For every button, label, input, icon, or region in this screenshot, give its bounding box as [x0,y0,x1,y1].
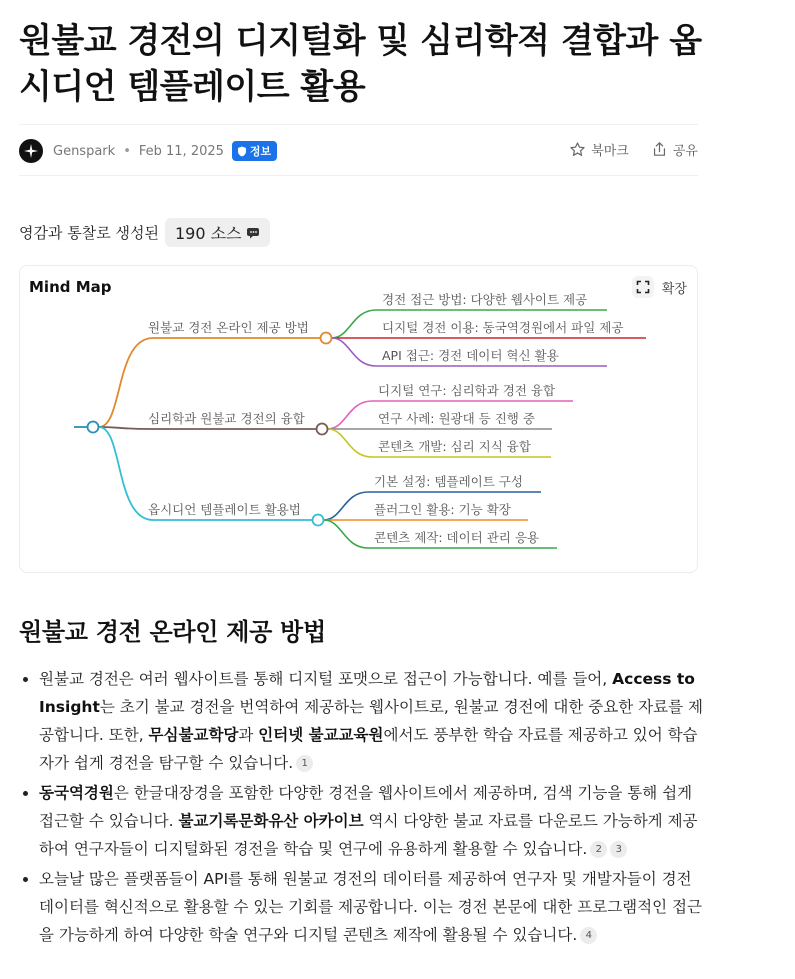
branch-node[interactable] [321,333,332,344]
article-meta [19,138,277,164]
badge-label: 정보 [249,145,272,158]
child-label[interactable]: 기본 설정: 템플레이트 구성 [374,474,523,489]
sources-prefix: 영감과 통찰로 생성된 [19,224,159,242]
branch-connector [99,427,316,429]
bookmark-label: 북마크 [591,144,629,159]
bold-term: 동국역경원 [39,784,114,802]
body-text: 원불교 경전은 여러 웹사이트를 통해 디지털 포맷으로 접근이 가능합니다. 예를 들어, [39,670,613,688]
citation-badge[interactable]: 4 [580,927,597,944]
bullet-list [19,665,709,951]
divider [19,124,698,125]
expand-button[interactable] [632,276,687,298]
mind-map-card [19,265,698,573]
body-text: 과 [238,726,259,744]
child-label[interactable]: 디지털 경전 이용: 동국역경원에서 파일 제공 [382,320,624,335]
divider [19,175,698,176]
branch-label[interactable]: 심리학과 원불교 경전의 융합 [148,411,305,426]
share-icon [651,141,668,158]
body-text: 은 한글대장경을 포함한 다양한 경전을 웹사이트에서 제공하며, 검색 기능을 통해 쉽게 접근할 수 있습니다. [39,784,693,830]
bold-term: 불교기록문화유산 아카이브 [178,812,364,830]
branch-label[interactable]: 원불교 경전 온라인 제공 방법 [148,320,309,335]
child-label[interactable]: 디지털 연구: 심리학과 경전 융합 [378,383,556,398]
star-icon [569,141,586,158]
bold-term: 무심불교학당 [148,726,239,744]
genspark-logo-icon[interactable] [19,139,43,163]
body-text: 역시 다양한 불교 자료를 다운로드 가능하게 제공하여 연구자들이 디지털화된 경전을 학습 및 연구에 유용하게 활용할 수 있습니다. [39,812,698,858]
bold-term: 인터넷 불교교육원 [258,726,384,744]
root-node[interactable] [88,422,99,433]
section-heading: 원불교 경전 온라인 제공 방법 [19,618,326,646]
share-button[interactable] [651,140,698,159]
bookmark-button[interactable] [569,140,629,159]
sources-count: 190 소스 [174,224,242,243]
citation-badge[interactable]: 1 [296,755,313,772]
author-name[interactable]: Genspark [53,143,116,159]
article-actions [569,140,698,159]
mind-map-title: Mind Map [29,278,112,296]
separator-dot: • [123,143,131,159]
bullet-item [19,779,709,863]
bullet-item [19,665,709,777]
body-text: 는 초기 불교 경전을 번역하여 제공하는 웹사이트로, 원불교 경전에 대한 중요한 자료를 제공합니다. 또한, [39,698,703,744]
child-label[interactable]: 경전 접근 방법: 다양한 웹사이트 제공 [382,292,588,307]
info-badge [232,141,277,161]
shield-icon [237,146,247,157]
branch-label[interactable]: 옵시디언 템플레이트 활용법 [148,502,301,517]
expand-icon [632,276,654,298]
child-label[interactable]: 콘텐츠 제작: 데이터 관리 응용 [374,530,540,545]
body-text: 에서도 풍부한 학습 자료를 제공하고 있어 학습자가 쉽게 경전을 탐구할 수 있습니다. [39,726,698,772]
child-label[interactable]: 플러그인 활용: 기능 확장 [374,502,511,517]
branch-node[interactable] [317,424,328,435]
citation-badge[interactable]: 3 [610,841,627,858]
bullet-item [19,865,709,949]
share-label: 공유 [672,144,698,159]
mind-map-diagram[interactable] [20,266,699,574]
branch-node[interactable] [313,515,324,526]
child-label[interactable]: 콘텐츠 개발: 심리 지식 융합 [378,439,531,454]
child-label[interactable]: 연구 사례: 원광대 등 진행 중 [378,411,535,426]
chat-bubbles-icon [246,225,262,241]
body-text: 오늘날 많은 플랫폼들이 API를 통해 원불교 경전의 데이터를 제공하여 연구자 및 개발자들이 경전 데이터를 혁신적으로 활용할 수 있는 기회를 제공합니다. 이는 경전 본문에 대한 프로그램적인 접근을 가능하게 하여 다양한 학술 연구와 디지털 콘텐츠 제작에 활용될 수 있습니다. [39,870,702,944]
sources-chip[interactable] [165,218,270,247]
sources-row [19,218,270,247]
citation-badge[interactable]: 2 [590,841,607,858]
child-label[interactable]: API 접근: 경전 데이터 혁신 활용 [382,348,559,363]
expand-label: 확장 [661,281,687,297]
bold-term: Access to Insight [39,670,695,716]
publish-date: Feb 11, 2025 [138,143,224,159]
page-title: 원불교 경전의 디지털화 및 심리학적 결합과 옵시디언 템플레이트 활용 [19,21,702,107]
